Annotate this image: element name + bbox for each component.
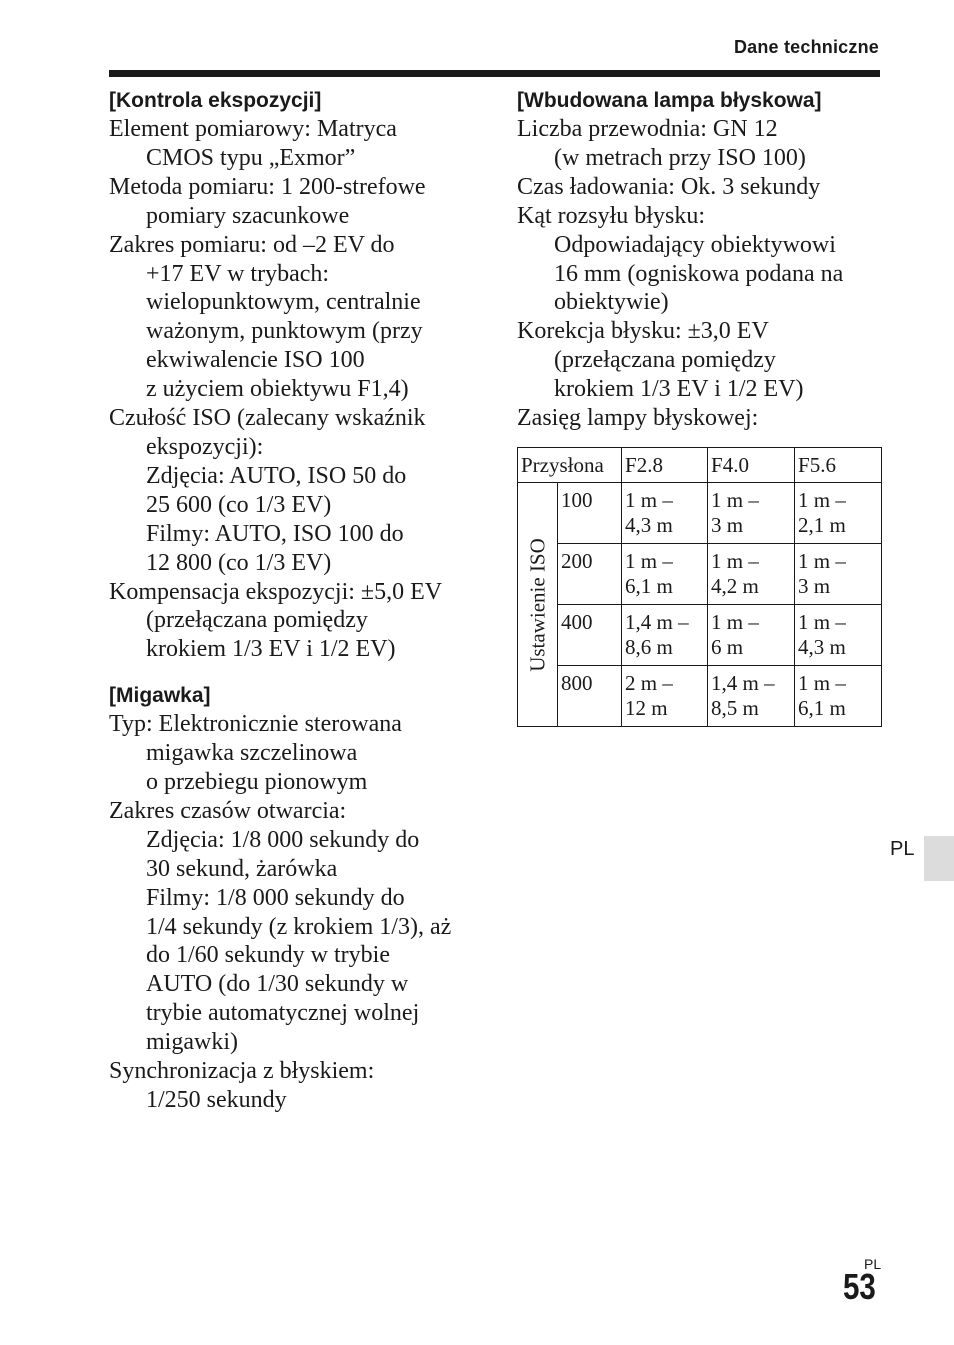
cell-line: 1,4 m – bbox=[711, 671, 775, 695]
table-cell bbox=[795, 544, 882, 605]
spec-exposure bbox=[109, 115, 489, 664]
cell-line: 8,6 m bbox=[625, 635, 673, 659]
page-language-code: PL bbox=[864, 1256, 882, 1272]
spec-line: krokiem 1/3 EV i 1/2 EV) bbox=[146, 636, 396, 663]
language-side-tab-label: PL bbox=[890, 838, 915, 860]
cell-line: 4,2 m bbox=[711, 574, 759, 598]
section-heading-shutter: [Migawka] bbox=[109, 684, 211, 708]
cell-line: 1 m – bbox=[711, 488, 759, 512]
spec-line: Zasięg lampy błyskowej: bbox=[517, 405, 759, 432]
spec-line: Typ: Elektronicznie sterowana bbox=[109, 711, 402, 738]
running-header: Dane techniczne bbox=[733, 37, 879, 57]
table-cell bbox=[708, 666, 795, 727]
spec-line: (w metrach przy ISO 100) bbox=[554, 144, 806, 171]
table-corner-cell: Przysłona bbox=[518, 448, 622, 483]
table-cell bbox=[708, 483, 795, 544]
cell-line: 1 m – bbox=[625, 549, 673, 573]
spec-line: 12 800 (co 1/3 EV) bbox=[146, 549, 332, 576]
spec-line: (przełączana pomiędzy bbox=[554, 347, 776, 374]
table-row-header: 400 bbox=[558, 605, 622, 666]
spec-line: Odpowiadający obiektywowi bbox=[554, 231, 836, 258]
cell-line: 8,5 m bbox=[711, 696, 759, 720]
cell-line: 1 m – bbox=[625, 488, 673, 512]
table-header-row bbox=[518, 448, 882, 483]
spec-line: krokiem 1/3 EV i 1/2 EV) bbox=[554, 376, 804, 403]
spec-shutter bbox=[109, 710, 489, 1115]
spec-line: migawki) bbox=[146, 1029, 238, 1056]
cell-line: 1,4 m – bbox=[625, 610, 689, 634]
spec-line: Kąt rozsyłu błysku: bbox=[517, 202, 705, 229]
table-row bbox=[518, 666, 882, 727]
table-cell bbox=[795, 666, 882, 727]
cell-line: 3 m bbox=[798, 574, 831, 598]
cell-line: 4,3 m bbox=[798, 635, 846, 659]
spec-line: migawka szczelinowa bbox=[146, 740, 358, 767]
table-row bbox=[518, 605, 882, 666]
spec-line: Metoda pomiaru: 1 200-strefowe bbox=[109, 173, 426, 200]
table-column-header: F2.8 bbox=[622, 448, 708, 483]
cell-line: 1 m – bbox=[798, 488, 846, 512]
spec-line: 25 600 (co 1/3 EV) bbox=[146, 491, 332, 518]
language-side-tab bbox=[924, 836, 954, 881]
section-heading-flash: [Wbudowana lampa błyskowa] bbox=[517, 89, 822, 112]
spec-line: trybie automatycznej wolnej bbox=[146, 1000, 420, 1027]
cell-line: 12 m bbox=[625, 696, 668, 720]
cell-line: 6,1 m bbox=[625, 574, 673, 598]
spec-line: obiektywie) bbox=[554, 289, 669, 316]
spec-line: Zakres pomiaru: od –2 EV do bbox=[109, 231, 395, 258]
spec-line: Czułość ISO (zalecany wskaźnik bbox=[109, 405, 426, 432]
table-cell bbox=[708, 544, 795, 605]
spec-line: Korekcja błysku: ±3,0 EV bbox=[517, 318, 769, 345]
table-cell bbox=[622, 483, 708, 544]
table-row-header: 200 bbox=[558, 544, 622, 605]
spec-line: pomiary szacunkowe bbox=[146, 202, 350, 229]
spec-line: Zakres czasów otwarcia: bbox=[109, 797, 347, 824]
spec-line: wielopunktowym, centralnie bbox=[146, 289, 421, 316]
cell-line: 1 m – bbox=[798, 671, 846, 695]
cell-line: 4,3 m bbox=[625, 513, 673, 537]
table-row-header: 800 bbox=[558, 666, 622, 727]
spec-line: AUTO (do 1/30 sekundy w bbox=[146, 971, 409, 998]
spec-line: +17 EV w trybach: bbox=[146, 260, 330, 287]
spec-line: 1/250 sekundy bbox=[146, 1087, 287, 1113]
spec-line: CMOS typu „Exmor” bbox=[146, 144, 356, 171]
spec-line: 1/4 sekundy (z krokiem 1/3), aż bbox=[146, 913, 452, 940]
cell-line: 1 m – bbox=[798, 610, 846, 634]
spec-flash bbox=[517, 115, 887, 433]
spec-line: Synchronizacja z błyskiem: bbox=[109, 1058, 375, 1085]
left-column bbox=[109, 86, 489, 1115]
section-heading-exposure: [Kontrola ekspozycji] bbox=[109, 89, 322, 112]
spec-line: Liczba przewodnia: GN 12 bbox=[517, 116, 778, 142]
cell-line: 6,1 m bbox=[798, 696, 846, 720]
flash-range-table bbox=[517, 447, 882, 727]
cell-line: 1 m – bbox=[711, 549, 759, 573]
spec-line: Filmy: 1/8 000 sekundy do bbox=[146, 884, 405, 911]
table-row bbox=[518, 544, 882, 605]
spec-line: ekspozycji): bbox=[146, 433, 264, 460]
spec-line: 30 sekund, żarówka bbox=[146, 855, 338, 882]
cell-line: 1 m – bbox=[798, 549, 846, 573]
spec-line: Kompensacja ekspozycji: ±5,0 EV bbox=[109, 578, 443, 605]
cell-line: 3 m bbox=[711, 513, 744, 537]
table-column-header: F4.0 bbox=[708, 448, 795, 483]
table-cell bbox=[795, 483, 882, 544]
cell-line: 2,1 m bbox=[798, 513, 846, 537]
page-number: 53 bbox=[843, 1266, 876, 1307]
spec-line: Element pomiarowy: Matryca bbox=[109, 116, 397, 142]
table-row-group-cell bbox=[518, 483, 558, 727]
spec-line: ekwiwalencie ISO 100 bbox=[146, 347, 365, 374]
table-row-group-label: Ustawienie ISO bbox=[525, 537, 549, 672]
cell-line: 2 m – bbox=[625, 671, 673, 695]
cell-line: 1 m – bbox=[711, 610, 759, 634]
spec-line: 16 mm (ogniskowa podana na bbox=[554, 260, 844, 287]
table-cell bbox=[795, 605, 882, 666]
table-cell bbox=[622, 544, 708, 605]
table-row bbox=[518, 483, 882, 544]
spec-line: do 1/60 sekundy w trybie bbox=[146, 942, 390, 969]
spec-line: ważonym, punktowym (przy bbox=[146, 318, 423, 345]
table-cell bbox=[622, 666, 708, 727]
spec-line: Filmy: AUTO, ISO 100 do bbox=[146, 520, 404, 547]
spec-line: Zdjęcia: 1/8 000 sekundy do bbox=[146, 826, 420, 853]
spec-line: (przełączana pomiędzy bbox=[146, 607, 368, 634]
table-cell bbox=[622, 605, 708, 666]
table-cell bbox=[708, 605, 795, 666]
spec-line: z użyciem obiektywu F1,4) bbox=[146, 376, 409, 403]
spec-line: Zdjęcia: AUTO, ISO 50 do bbox=[146, 462, 407, 489]
table-column-header: F5.6 bbox=[795, 448, 882, 483]
spec-line: o przebiegu pionowym bbox=[146, 769, 368, 796]
right-column bbox=[517, 86, 887, 433]
table-row-header: 100 bbox=[558, 483, 622, 544]
header-rule bbox=[109, 70, 880, 77]
spec-line: Czas ładowania: Ok. 3 sekundy bbox=[517, 173, 821, 200]
cell-line: 6 m bbox=[711, 635, 744, 659]
